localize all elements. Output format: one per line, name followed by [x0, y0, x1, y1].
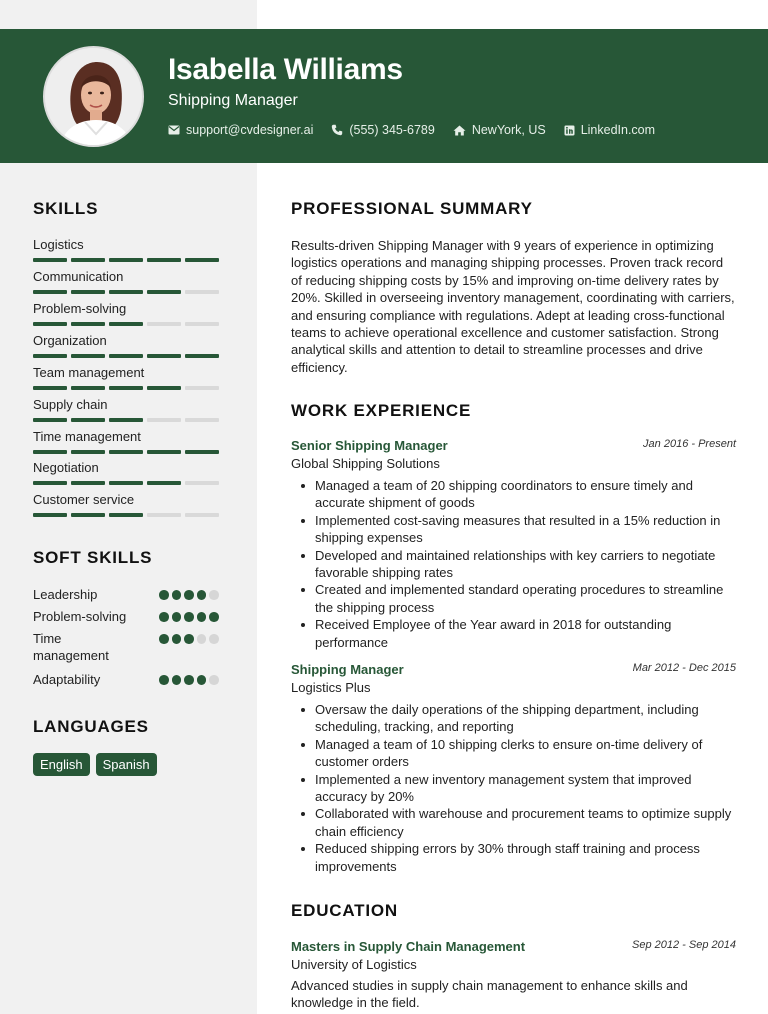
skill-segment-filled: [185, 258, 219, 262]
job-bullet: Created and implemented standard operating procedures to streamline the shipping process: [291, 581, 736, 616]
rating-dot-filled: [172, 590, 182, 600]
skill-segment-filled: [33, 450, 67, 454]
contact-email[interactable]: [168, 123, 313, 137]
summary-heading: PROFESSIONAL SUMMARY: [291, 199, 533, 218]
candidate-name: Isabella Williams: [168, 53, 403, 86]
skill-segment-filled: [147, 481, 181, 485]
company-name: Global Shipping Solutions: [291, 456, 440, 471]
linkedin-icon: [564, 125, 575, 136]
skill-label: Supply chain: [33, 397, 108, 412]
skill-segment-filled: [109, 418, 143, 422]
job-bullet: Received Employee of the Year award in 2018 for outstanding performance: [291, 616, 736, 651]
soft-skill-label: Time management: [33, 631, 109, 663]
job-dates: Jan 2016 - Present: [643, 438, 736, 450]
skills-heading: SKILLS: [33, 199, 99, 218]
contact-phone[interactable]: [331, 123, 434, 137]
skill-label: Time management: [33, 429, 141, 444]
profile-photo: [43, 46, 144, 147]
education-heading: EDUCATION: [291, 901, 398, 920]
rating-dot-filled: [159, 590, 169, 600]
skill-segment-empty: [147, 322, 181, 326]
skill-segment-empty: [147, 513, 181, 517]
rating-dot-filled: [172, 634, 182, 644]
skill-segment-filled: [185, 450, 219, 454]
job-bullet: Developed and maintained relationships with key carriers to negotiate favorable shipping rates: [291, 547, 736, 582]
skill-segment-filled: [109, 258, 143, 262]
summary-text: Results-driven Shipping Manager with 9 years of experience in optimizing logistics operations and managing shipping processes. Proven track record of reducing shipping costs by 15% and improving on-time delivery rates by 20%. Skilled in overseeing inventory management, coordinating with carriers, and ensuring compliance with regulations. Adept at leading cross-functional teams to achieve operational excellence and customer satisfaction. Strong analytical skills and attention to detail to streamline processes and drive efficiency.: [291, 238, 735, 375]
contact-location-text: NewYork, US: [471, 123, 546, 137]
job-bullet: Implemented a new inventory management system that improved accuracy by 20%: [291, 771, 736, 806]
skill-item: [33, 237, 228, 252]
skill-level-bar: [33, 481, 219, 485]
rating-dot-filled: [172, 675, 182, 685]
degree-title: Masters in Supply Chain Management: [291, 939, 526, 954]
skill-segment-filled: [33, 322, 67, 326]
job-title: Shipping Manager: [291, 662, 404, 677]
skill-segment-filled: [71, 418, 105, 422]
skill-label: Negotiation: [33, 460, 99, 475]
skill-segment-filled: [109, 481, 143, 485]
rating-dot-filled: [159, 675, 169, 685]
skill-segment-filled: [147, 386, 181, 390]
skill-segment-filled: [33, 290, 67, 294]
job-bullet: Oversaw the daily operations of the shipping department, including scheduling, tracking, and reporting: [291, 701, 736, 736]
skill-segment-empty: [185, 290, 219, 294]
contact-linkedin-text: LinkedIn.com: [580, 123, 656, 137]
education-entry: [291, 939, 736, 1012]
home-icon: [453, 125, 466, 136]
skill-segment-filled: [71, 450, 105, 454]
skill-label: Problem-solving: [33, 301, 127, 316]
skill-item: [33, 301, 228, 316]
skill-level-bar: [33, 450, 219, 454]
skill-segment-filled: [71, 513, 105, 517]
skill-item: [33, 460, 228, 475]
skill-label: Organization: [33, 333, 107, 348]
job-title: Senior Shipping Manager: [291, 438, 448, 453]
rating-dot-filled: [184, 590, 194, 600]
education-dates: Sep 2012 - Sep 2014: [632, 939, 736, 951]
skill-level-bar: [33, 354, 219, 358]
skill-segment-filled: [147, 354, 181, 358]
skill-item: [33, 365, 228, 380]
skill-segment-empty: [185, 322, 219, 326]
contact-linkedin[interactable]: [564, 123, 655, 137]
skill-segment-filled: [71, 322, 105, 326]
skill-segment-empty: [185, 513, 219, 517]
rating-dot-filled: [184, 675, 194, 685]
skill-segment-filled: [71, 290, 105, 294]
skill-segment-filled: [33, 258, 67, 262]
skill-item: [33, 429, 228, 444]
job-bullet: Collaborated with warehouse and procurement teams to optimize supply chain efficiency: [291, 805, 736, 840]
skill-label: Communication: [33, 269, 124, 284]
soft-skills-heading: SOFT SKILLS: [33, 548, 153, 567]
rating-dot-filled: [209, 612, 219, 622]
rating-dot-empty: [209, 590, 219, 600]
skill-item: [33, 397, 228, 412]
rating-dot-filled: [197, 612, 207, 622]
skill-level-bar: [33, 418, 219, 422]
skill-label: Logistics: [33, 237, 84, 252]
language-badge: Spanish: [96, 753, 157, 776]
soft-skill-rating: [159, 612, 219, 622]
rating-dot-filled: [184, 612, 194, 622]
contact-location: [453, 123, 546, 137]
skill-segment-filled: [185, 354, 219, 358]
rating-dot-filled: [159, 612, 169, 622]
skill-segment-filled: [147, 290, 181, 294]
skill-segment-empty: [185, 386, 219, 390]
job-bullets: [291, 701, 736, 875]
skill-item: [33, 269, 228, 284]
rating-dot-empty: [197, 634, 207, 644]
skill-level-bar: [33, 386, 219, 390]
skill-segment-filled: [33, 513, 67, 517]
contact-email-text: support@cvdesigner.ai: [186, 123, 314, 137]
resume-header: [0, 29, 768, 163]
rating-dot-filled: [159, 634, 169, 644]
language-badge: English: [33, 753, 90, 776]
skill-segment-filled: [109, 450, 143, 454]
phone-icon: [331, 124, 343, 136]
skill-level-bar: [33, 258, 219, 262]
school-name: University of Logistics: [291, 957, 417, 972]
skill-label: Customer service: [33, 492, 135, 507]
job-bullet: Managed a team of 10 shipping clerks to ensure on-time delivery of customer orders: [291, 736, 736, 771]
job-entry: [291, 662, 736, 875]
skill-segment-filled: [109, 386, 143, 390]
language-list: [33, 753, 157, 776]
soft-skill-rating: [159, 634, 219, 644]
skill-item: [33, 333, 228, 348]
rating-dot-empty: [209, 675, 219, 685]
skill-segment-filled: [71, 386, 105, 390]
rating-dot-filled: [197, 590, 207, 600]
skill-segment-filled: [71, 481, 105, 485]
job-bullets: [291, 477, 736, 651]
job-dates: Mar 2012 - Dec 2015: [632, 662, 736, 674]
contact-phone-text: (555) 345-6789: [349, 123, 435, 137]
soft-skill-label: Problem-solving: [33, 609, 127, 624]
skill-label: Team management: [33, 365, 145, 380]
skill-segment-empty: [185, 418, 219, 422]
job-bullet: Implemented cost-saving measures that resulted in a 15% reduction in shipping expenses: [291, 512, 736, 547]
skill-segment-filled: [33, 354, 67, 358]
skill-level-bar: [33, 322, 219, 326]
skill-segment-filled: [147, 450, 181, 454]
job-bullet: Reduced shipping errors by 30% through staff training and process improvements: [291, 840, 736, 875]
skill-segment-empty: [185, 481, 219, 485]
company-name: Logistics Plus: [291, 680, 371, 695]
skill-segment-filled: [33, 418, 67, 422]
job-entry: [291, 438, 736, 651]
education-description: Advanced studies in supply chain management to enhance skills and knowledge in the field.: [291, 978, 688, 1011]
skill-segment-filled: [109, 322, 143, 326]
skill-segment-filled: [71, 258, 105, 262]
soft-skill-rating: [159, 675, 219, 685]
skill-level-bar: [33, 513, 219, 517]
skill-segment-filled: [109, 513, 143, 517]
soft-skill-label: Leadership: [33, 587, 98, 602]
skill-segment-filled: [71, 354, 105, 358]
soft-skill-rating: [159, 590, 219, 600]
rating-dot-filled: [197, 675, 207, 685]
skill-segment-filled: [109, 290, 143, 294]
languages-heading: LANGUAGES: [33, 717, 149, 736]
skill-item: [33, 492, 228, 507]
skill-level-bar: [33, 290, 219, 294]
job-bullet: Managed a team of 20 shipping coordinators to ensure timely and accurate shipment of goods: [291, 477, 736, 512]
candidate-title: Shipping Manager: [168, 92, 298, 109]
contact-list: [168, 123, 655, 137]
envelope-icon: [168, 125, 180, 135]
skill-segment-filled: [109, 354, 143, 358]
skill-segment-filled: [33, 386, 67, 390]
rating-dot-empty: [209, 634, 219, 644]
rating-dot-filled: [184, 634, 194, 644]
experience-heading: WORK EXPERIENCE: [291, 401, 472, 420]
soft-skill-label: Adaptability: [33, 672, 101, 687]
skill-segment-filled: [147, 258, 181, 262]
skill-segment-filled: [33, 481, 67, 485]
skill-segment-empty: [147, 418, 181, 422]
rating-dot-filled: [172, 612, 182, 622]
